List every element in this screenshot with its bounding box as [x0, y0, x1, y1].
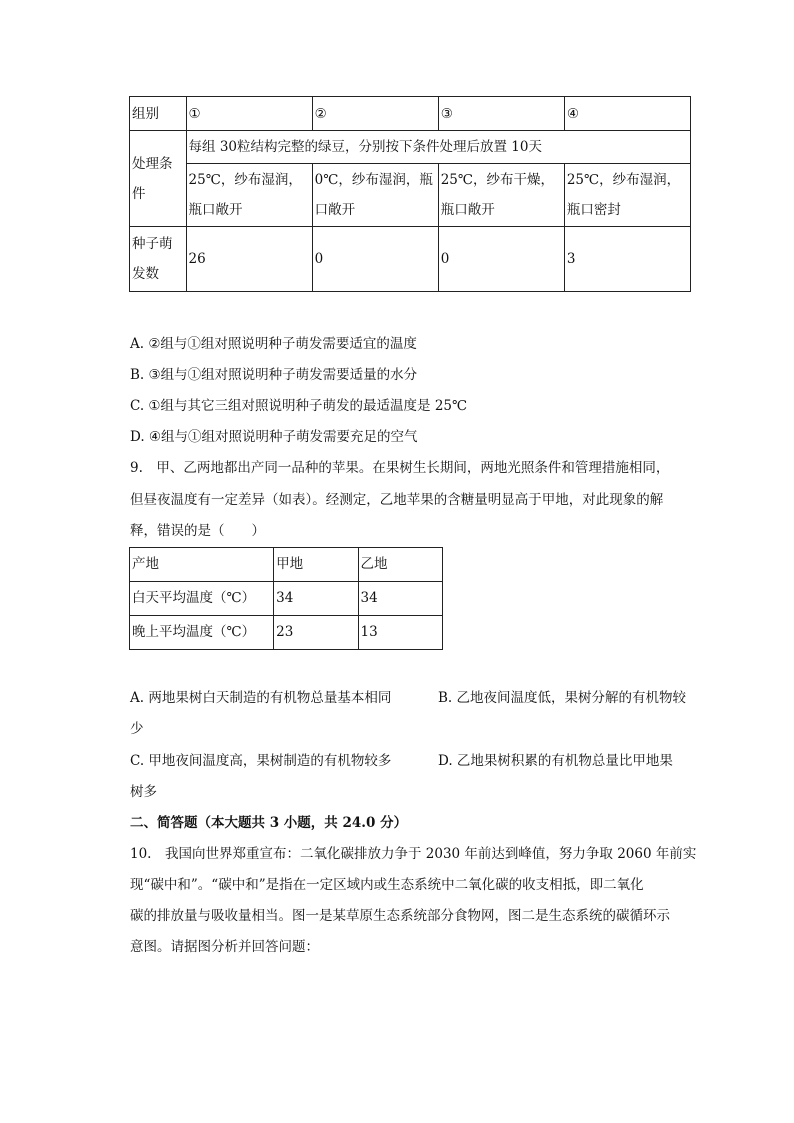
option-a: A. 两地果树白天制造的有机物总量基本相同	[130, 690, 392, 706]
table-cell: 甲地	[274, 548, 358, 582]
option-c: C. 甲地夜间温度高，果树制造的有机物较多	[130, 753, 392, 769]
table-cell: ④	[564, 97, 690, 131]
question-9-line: 但昼夜温度有一定差异（如表）。经测定，乙地苹果的含糖量明显高于甲地，对此现象的解	[130, 492, 664, 508]
table-cell: 晚上平均温度（℃）	[130, 616, 274, 650]
table-cell: 处理条件	[130, 131, 187, 227]
table-row	[130, 164, 691, 227]
option-d: D. ④组与①组对照说明种子萌发需要充足的空气	[130, 429, 418, 445]
table-cell: 乙地	[358, 548, 442, 582]
table-cell: 13	[358, 616, 442, 650]
table-row	[130, 582, 443, 616]
option-b: B. 乙地夜间温度低，果树分解的有机物较	[438, 690, 687, 706]
table-cell: 23	[274, 616, 358, 650]
table-cell: 0	[438, 227, 564, 292]
table-row	[130, 616, 443, 650]
option-d: D. 乙地果树积累的有机物总量比甲地果	[438, 753, 673, 769]
table-cell: ①	[186, 97, 312, 131]
table-header-row	[130, 97, 691, 131]
table-cell: 每组 30粒结构完整的绿豆，分别按下条件处理后放置 10天	[186, 131, 690, 164]
question-10-line: 现“碳中和”。“碳中和”是指在一定区域内或生态系统中二氧化碳的收支相抵，即二氧化	[130, 877, 644, 893]
table-cell: 种子萌发数	[130, 227, 187, 292]
table-cell: 0℃，纱布湿润，瓶口敞开	[312, 164, 438, 227]
option-c: C. ①组与其它三组对照说明种子萌发的最适温度是 25℃	[130, 398, 468, 414]
question-10-line: 意图。请据图分析并回答问题：	[130, 939, 319, 955]
table-row	[130, 131, 691, 164]
table-cell: 组别	[130, 97, 187, 131]
table-cell: 25℃，纱布湿润，瓶口密封	[564, 164, 690, 227]
option-b-continued: 少	[130, 721, 144, 737]
table-cell: 26	[186, 227, 312, 292]
question-10-line: 碳的排放量与吸收量相当。图一是某草原生态系统部分食物网，图二是生态系统的碳循环示	[130, 908, 670, 924]
question-9-line: 9. 甲、乙两地都出产同一品种的苹果。在果树生长期间，两地光照条件和管理措施相同，	[130, 460, 670, 476]
experiment-table	[129, 96, 691, 292]
table-row	[130, 227, 691, 292]
option-d-continued: 树多	[130, 784, 157, 800]
table-cell: ②	[312, 97, 438, 131]
option-a: A. ②组与①组对照说明种子萌发需要适宜的温度	[130, 336, 417, 352]
option-b: B. ③组与①组对照说明种子萌发需要适量的水分	[130, 367, 418, 383]
question-10-line: 10. 我国向世界郑重宣布：二氧化碳排放力争于 2030 年前达到峰值，努力争取 2060 年前实	[130, 846, 697, 862]
table-cell: 34	[358, 582, 442, 616]
table-cell: 白天平均温度（℃）	[130, 582, 274, 616]
table-cell: 25℃，纱布湿润，瓶口敞开	[186, 164, 312, 227]
temperature-table	[129, 547, 443, 650]
table-cell: 25℃，纱布干燥，瓶口敞开	[438, 164, 564, 227]
table-cell: 34	[274, 582, 358, 616]
question-9-line: 释，错误的是（ ）	[130, 523, 265, 539]
table-cell: 产地	[130, 548, 274, 582]
section-heading: 二、简答题（本大题共 3 小题，共 24.0 分）	[130, 815, 408, 831]
table-header-row	[130, 548, 443, 582]
table-cell: ③	[438, 97, 564, 131]
table-cell: 3	[564, 227, 690, 292]
table-cell: 0	[312, 227, 438, 292]
